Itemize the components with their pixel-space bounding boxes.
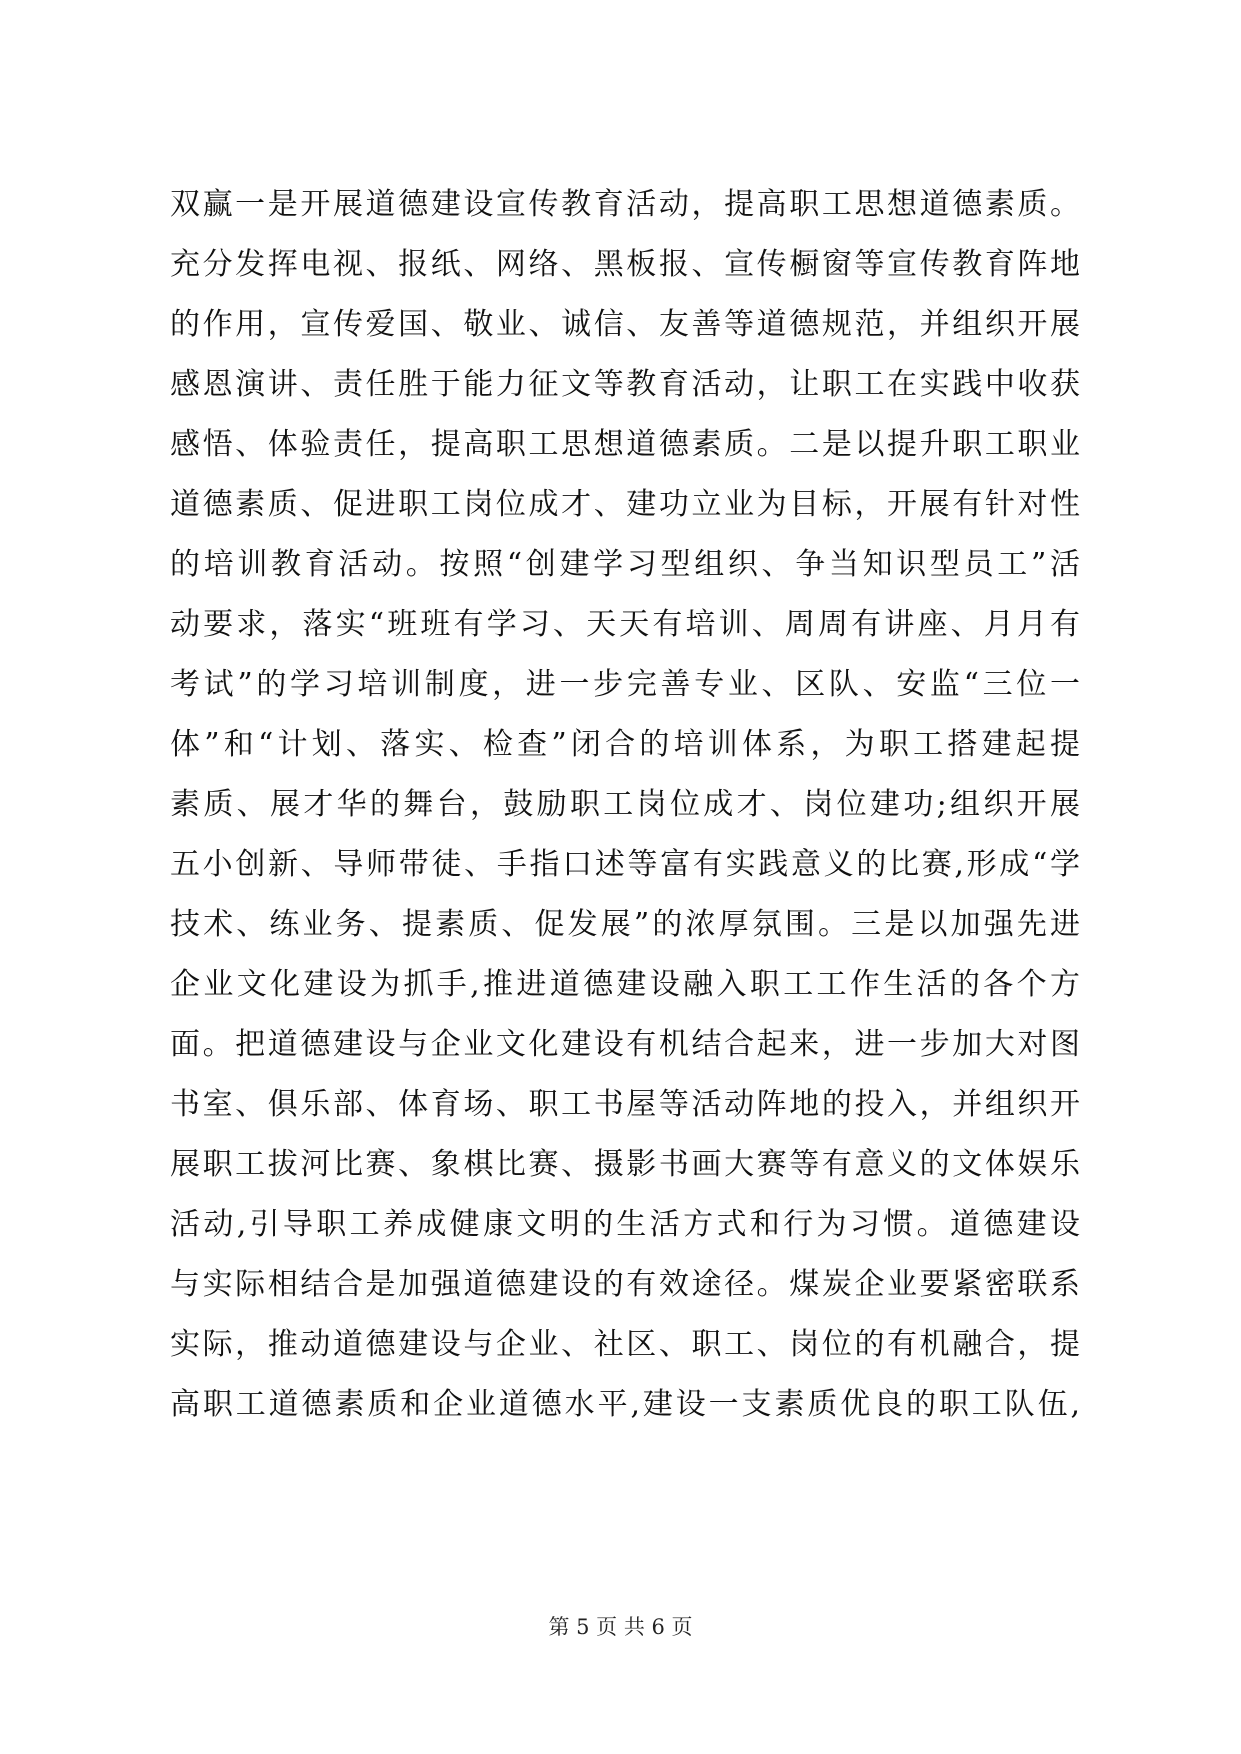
text-line-6: 道德素质、促进职工岗位成才、建功立业为目标，开展有针对性 bbox=[170, 487, 1080, 522]
text-line-19: 与实际相结合是加强道德建设的有效途径。煤炭企业要紧密联系 bbox=[170, 1267, 1080, 1302]
text-line-10: 体”和“计划、落实、检查”闭合的培训体系，为职工搭建起提 bbox=[170, 727, 1080, 762]
text-line-4: 感恩演讲、责任胜于能力征文等教育活动，让职工在实践中收获 bbox=[170, 367, 1080, 402]
text-line-13: 技术、练业务、提素质、促发展”的浓厚氛围。三是以加强先进 bbox=[170, 907, 1080, 942]
text-line-12: 五小创新、导师带徒、手指口述等富有实践意义的比赛,形成“学 bbox=[170, 847, 1080, 882]
text-line-3: 的作用，宣传爱国、敬业、诚信、友善等道德规范，并组织开展 bbox=[170, 307, 1080, 342]
text-line-9: 考试”的学习培训制度，进一步完善专业、区队、安监“三位一 bbox=[170, 667, 1080, 702]
text-line-5: 感悟、体验责任，提高职工思想道德素质。二是以提升职工职业 bbox=[170, 427, 1080, 462]
text-line-1: 双赢一是开展道德建设宣传教育活动，提高职工思想道德素质。 bbox=[170, 187, 1080, 222]
text-line-8: 动要求，落实“班班有学习、天天有培训、周周有讲座、月月有 bbox=[170, 607, 1080, 642]
text-line-18: 活动,引导职工养成健康文明的生活方式和行为习惯。道德建设 bbox=[170, 1207, 1080, 1242]
text-line-11: 素质、展才华的舞台，鼓励职工岗位成才、岗位建功;组织开展 bbox=[170, 787, 1080, 822]
page-footer: 第 5 页 共 6 页 bbox=[548, 1615, 693, 1639]
text-line-16: 书室、俱乐部、体育场、职工书屋等活动阵地的投入，并组织开 bbox=[170, 1087, 1080, 1122]
text-line-15: 面。把道德建设与企业文化建设有机结合起来，进一步加大对图 bbox=[170, 1027, 1080, 1062]
body-text bbox=[170, 175, 1080, 1435]
text-line-14: 企业文化建设为抓手,推进道德建设融入职工工作生活的各个方 bbox=[170, 967, 1080, 1002]
text-line-7: 的培训教育活动。按照“创建学习型组织、争当知识型员工”活 bbox=[170, 547, 1080, 582]
text-line-17: 展职工拔河比赛、象棋比赛、摄影书画大赛等有意义的文体娱乐 bbox=[170, 1147, 1080, 1182]
text-line-20: 实际，推动道德建设与企业、社区、职工、岗位的有机融合，提 bbox=[170, 1327, 1080, 1362]
text-line-21: 高职工道德素质和企业道德水平,建设一支素质优良的职工队伍, bbox=[170, 1387, 1080, 1422]
text-line-2: 充分发挥电视、报纸、网络、黑板报、宣传橱窗等宣传教育阵地 bbox=[170, 247, 1080, 282]
